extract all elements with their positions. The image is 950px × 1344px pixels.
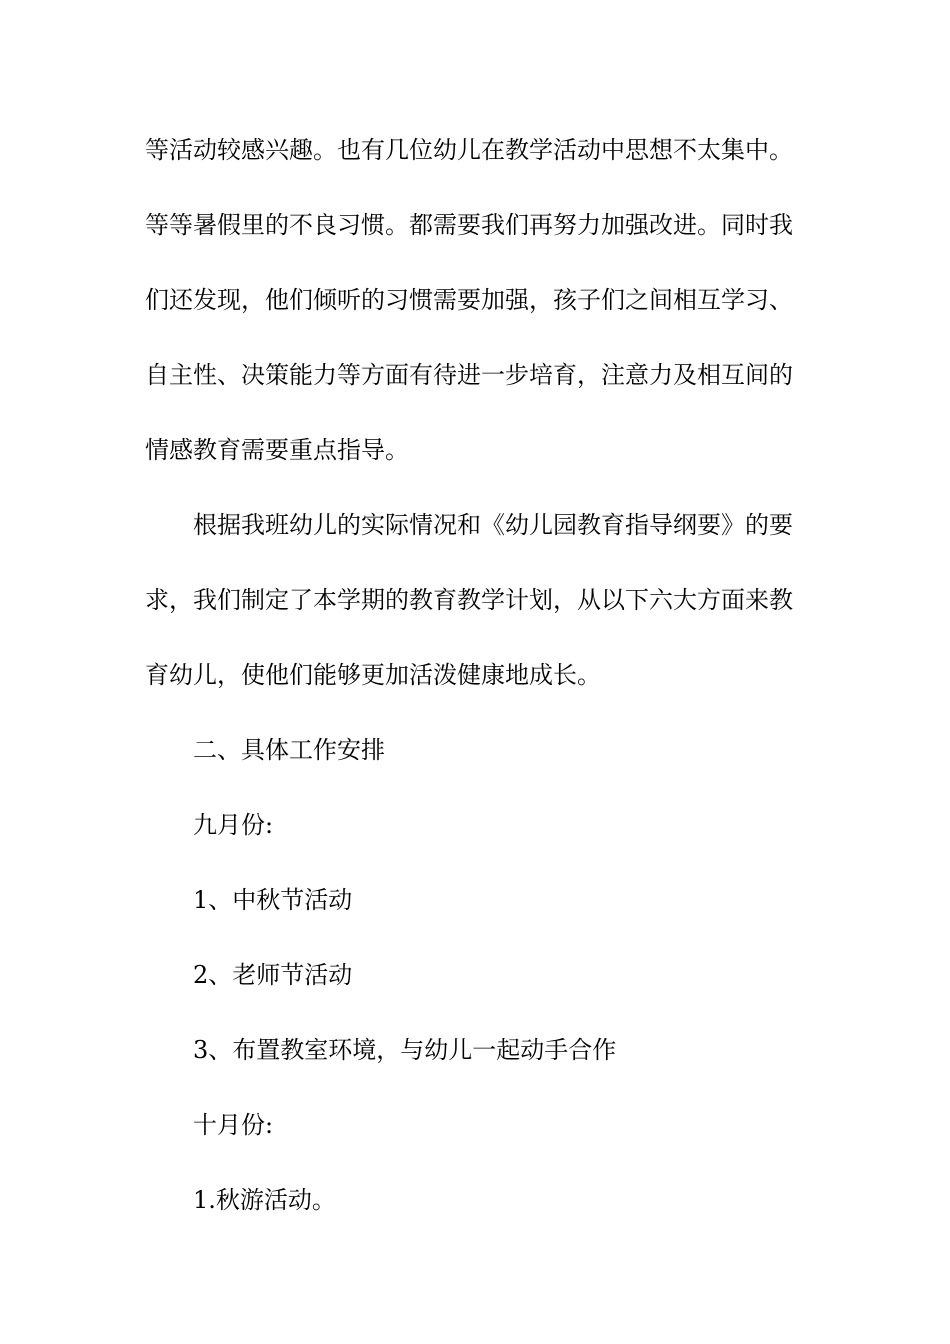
- paragraph-class-situation: [145, 126, 810, 501]
- october-plan: [145, 1101, 810, 1251]
- list-item: 2、老师节活动: [193, 961, 353, 989]
- text-line: 自主性、决策能力等方面有待进一步培育，注意力及相互间的: [145, 361, 793, 389]
- list-item: 3、布置教室环境，与幼儿一起动手合作: [193, 1036, 617, 1064]
- month-heading: 十月份:: [193, 1111, 274, 1139]
- text-line: 等等暑假里的不良习惯。都需要我们再努力加强改进。同时我: [145, 211, 793, 239]
- text-line: 们还发现，他们倾听的习惯需要加强，孩子们之间相互学习、: [145, 286, 793, 314]
- list-item: 1、中秋节活动: [193, 886, 353, 914]
- text-line: 求，我们制定了本学期的教育教学计划，从以下六大方面来教: [145, 586, 793, 614]
- text-line: 情感教育需要重点指导。: [145, 436, 409, 464]
- document-body: [145, 126, 810, 1251]
- section-heading: 二、具体工作安排: [193, 736, 385, 764]
- month-heading: 九月份:: [193, 811, 274, 839]
- text-line: 等活动较感兴趣。也有几位幼儿在教学活动中思想不太集中。: [145, 136, 793, 164]
- september-plan: [145, 801, 810, 1101]
- text-line: 根据我班幼儿的实际情况和《幼儿园教育指导纲要》的要: [193, 511, 793, 539]
- paragraph-teaching-plan: [145, 501, 810, 726]
- text-line: 育幼儿，使他们能够更加活泼健康地成长。: [145, 661, 601, 689]
- list-item: 1.秋游活动。: [193, 1186, 336, 1214]
